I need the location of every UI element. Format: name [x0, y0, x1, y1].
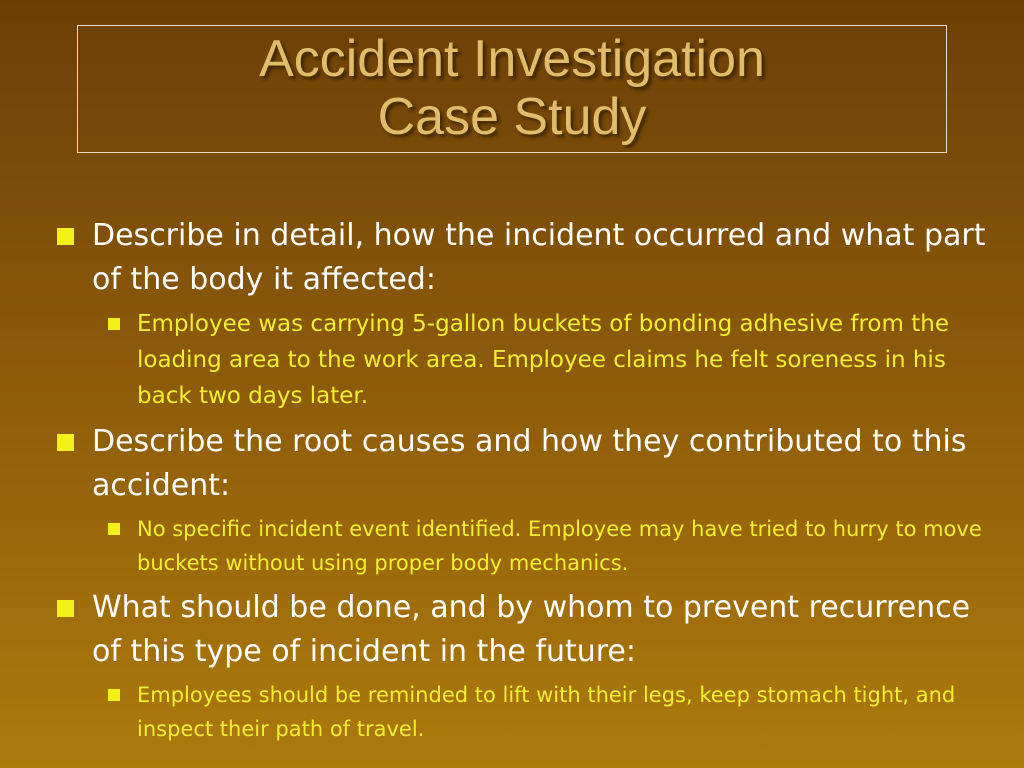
square-bullet-icon — [108, 689, 120, 701]
slide-body — [52, 214, 1002, 746]
answer-text: Employee was carrying 5-gallon buckets of bonding adhesive from the loading area to the work area. Employee claims he felt soreness in his back two days later. — [137, 311, 949, 409]
question-text: Describe in detail, how the incident occurred and what part of the body it affected: — [92, 218, 986, 297]
question-text: What should be done, and by whom to prevent recurrence of this type of incident in the future: — [92, 590, 971, 669]
square-bullet-icon — [57, 434, 74, 451]
bullet-answer-1 — [52, 306, 1002, 414]
bullet-answer-2 — [52, 512, 1002, 580]
square-bullet-icon — [57, 228, 74, 245]
answer-text: No specific incident event identified. Employee may have tried to hurry to move buckets without using proper body mechanics. — [137, 517, 982, 575]
slide-title-line-2: Case Study — [377, 88, 647, 146]
bullet-answer-3 — [52, 678, 1002, 746]
bullet-question-2 — [52, 420, 1002, 508]
question-text: Describe the root causes and how they contributed to this accident: — [92, 424, 967, 503]
slide-title-line-1: Accident Investigation — [259, 30, 765, 88]
square-bullet-icon — [108, 318, 120, 330]
square-bullet-icon — [57, 600, 74, 617]
square-bullet-icon — [108, 523, 120, 535]
bullet-question-1 — [52, 214, 1002, 302]
slide-title-box — [77, 25, 947, 153]
answer-text: Employees should be reminded to lift with their legs, keep stomach tight, and inspect their path of travel. — [137, 683, 956, 741]
bullet-question-3 — [52, 586, 1002, 674]
